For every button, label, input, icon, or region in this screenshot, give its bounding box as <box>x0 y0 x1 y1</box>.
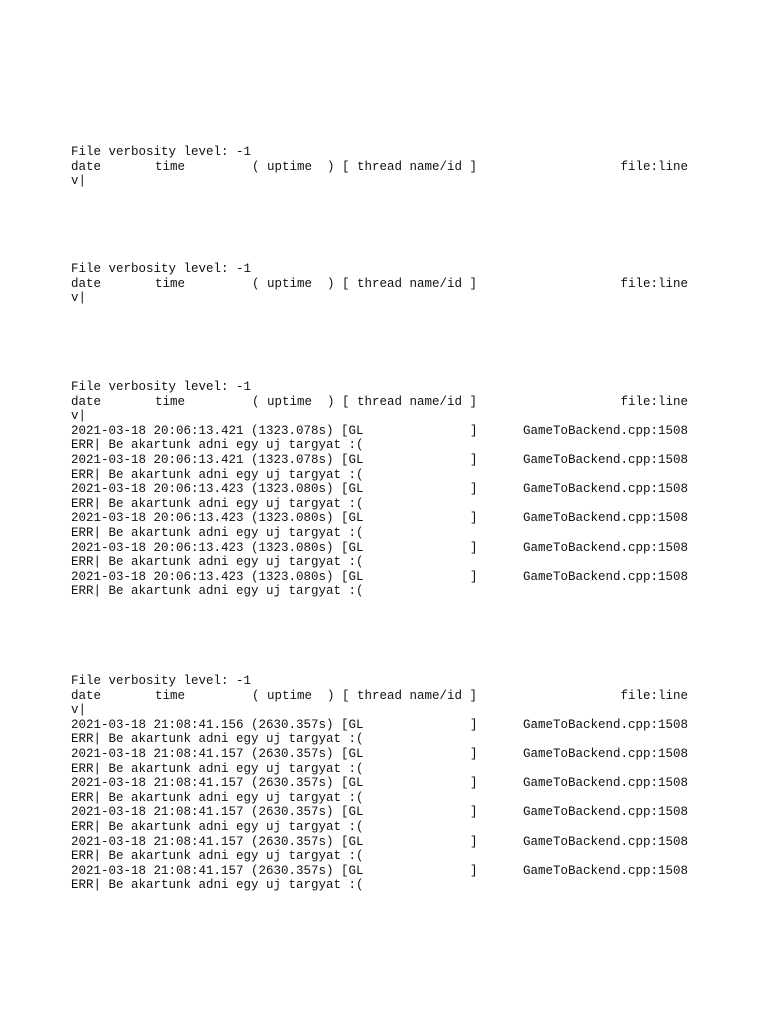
log-entry-message-line <box>71 732 691 747</box>
log-entry-stamp: 2021-03-18 20:06:13.423 (1323.080s) [GL <box>71 482 364 497</box>
log-entry-message-line <box>71 762 691 777</box>
header-line <box>71 160 691 175</box>
log-entry-message-line <box>71 555 691 570</box>
log-entry-line <box>71 424 691 439</box>
log-entry-message: ERR| Be akartunk adni egy uj targyat :( <box>71 525 364 540</box>
log-entry-message: ERR| Be akartunk adni egy uj targyat :( <box>71 819 364 834</box>
header-thread: [ thread name/id ] <box>342 688 478 703</box>
log-entry-file: GameToBackend.cpp:1508 <box>522 805 688 820</box>
header-time: time <box>155 394 186 409</box>
log-block <box>71 145 691 189</box>
log-entry-thread-close: ] <box>470 423 478 438</box>
log-entry-stamp: 2021-03-18 21:08:41.157 (2630.357s) [GL <box>71 805 364 820</box>
log-entry-message: ERR| Be akartunk adni egy uj targyat :( <box>71 584 364 599</box>
log-entry-message: ERR| Be akartunk adni egy uj targyat :( <box>71 790 364 805</box>
log-entry-file: GameToBackend.cpp:1508 <box>522 834 688 849</box>
log-entry-file: GameToBackend.cpp:1508 <box>522 863 688 878</box>
log-entry-line <box>71 570 691 585</box>
log-entry-message-line <box>71 878 691 893</box>
log-entry-line <box>71 835 691 850</box>
header-uptime: ( uptime ) <box>252 276 335 291</box>
verbosity-text: File verbosity level: -1 <box>71 380 252 394</box>
log-entry-file: GameToBackend.cpp:1508 <box>522 511 688 526</box>
log-entry-message-line <box>71 584 691 599</box>
log-entry-line <box>71 541 691 556</box>
log-entry-message-line <box>71 497 691 512</box>
log-entry-message: ERR| Be akartunk adni egy uj targyat :( <box>71 761 364 776</box>
log-entry-message: ERR| Be akartunk adni egy uj targyat :( <box>71 496 364 511</box>
header-v: v| <box>71 409 87 424</box>
log-entry-stamp: 2021-03-18 20:06:13.423 (1323.080s) [GL <box>71 569 364 584</box>
log-entry-line <box>71 482 691 497</box>
log-entry-message-line <box>71 849 691 864</box>
log-entry-message-line <box>71 468 691 483</box>
log-entry-message: ERR| Be akartunk adni egy uj targyat :( <box>71 467 364 482</box>
verbosity-text: File verbosity level: -1 <box>71 262 252 276</box>
log-entry-stamp: 2021-03-18 20:06:13.423 (1323.080s) [GL <box>71 511 364 526</box>
header-line <box>71 689 691 704</box>
log-entry-line <box>71 718 691 733</box>
log-entry-message-line <box>71 526 691 541</box>
log-entry-message: ERR| Be akartunk adni egy uj targyat :( <box>71 438 364 453</box>
header-date: date <box>71 394 102 409</box>
log-entry-stamp: 2021-03-18 21:08:41.157 (2630.357s) [GL <box>71 863 364 878</box>
log-entry-thread-close: ] <box>470 511 478 526</box>
log-entry-file: GameToBackend.cpp:1508 <box>522 423 688 438</box>
log-entry-message-line <box>71 438 691 453</box>
verbosity-text: File verbosity level: -1 <box>71 674 252 688</box>
header-date: date <box>71 688 102 703</box>
header-uptime: ( uptime ) <box>252 394 335 409</box>
header-time: time <box>155 688 186 703</box>
log-entry-message-line <box>71 791 691 806</box>
verbosity-line <box>71 380 691 395</box>
header-uptime: ( uptime ) <box>252 159 335 174</box>
log-block <box>71 262 691 306</box>
header-date: date <box>71 159 102 174</box>
header-v-line <box>71 409 691 424</box>
log-entry-file: GameToBackend.cpp:1508 <box>522 482 688 497</box>
log-block <box>71 380 691 599</box>
log-entry-message: ERR| Be akartunk adni egy uj targyat :( <box>71 849 364 864</box>
header-thread: [ thread name/id ] <box>342 276 478 291</box>
header-time: time <box>155 276 186 291</box>
log-entry-file: GameToBackend.cpp:1508 <box>522 569 688 584</box>
log-entry-file: GameToBackend.cpp:1508 <box>522 540 688 555</box>
header-line <box>71 395 691 410</box>
log-entry-message: ERR| Be akartunk adni egy uj targyat :( <box>71 732 364 747</box>
header-v-line <box>71 291 691 306</box>
verbosity-text: File verbosity level: -1 <box>71 145 252 159</box>
header-file: file:line <box>620 276 688 291</box>
log-entry-thread-close: ] <box>470 540 478 555</box>
log-entry-file: GameToBackend.cpp:1508 <box>522 776 688 791</box>
log-entry-file: GameToBackend.cpp:1508 <box>522 746 688 761</box>
header-v-line <box>71 174 691 189</box>
log-entry-stamp: 2021-03-18 21:08:41.157 (2630.357s) [GL <box>71 834 364 849</box>
log-entry-stamp: 2021-03-18 20:06:13.421 (1323.078s) [GL <box>71 452 364 467</box>
header-thread: [ thread name/id ] <box>342 159 478 174</box>
log-entry-message: ERR| Be akartunk adni egy uj targyat :( <box>71 555 364 570</box>
log-entry-thread-close: ] <box>470 776 478 791</box>
header-v-line <box>71 703 691 718</box>
header-v: v| <box>71 174 87 189</box>
header-v: v| <box>71 703 87 718</box>
log-entry-thread-close: ] <box>470 452 478 467</box>
log-entry-line <box>71 864 691 879</box>
log-entry-stamp: 2021-03-18 21:08:41.157 (2630.357s) [GL <box>71 776 364 791</box>
header-uptime: ( uptime ) <box>252 688 335 703</box>
header-file: file:line <box>620 159 688 174</box>
log-entry-thread-close: ] <box>470 863 478 878</box>
log-entry-line <box>71 453 691 468</box>
header-file: file:line <box>620 394 688 409</box>
log-entry-stamp: 2021-03-18 20:06:13.421 (1323.078s) [GL <box>71 423 364 438</box>
log-entry-thread-close: ] <box>470 834 478 849</box>
log-entry-line <box>71 776 691 791</box>
log-entry-line <box>71 511 691 526</box>
header-line <box>71 277 691 292</box>
header-file: file:line <box>620 688 688 703</box>
header-time: time <box>155 159 186 174</box>
log-entry-thread-close: ] <box>470 569 478 584</box>
log-entry-thread-close: ] <box>470 717 478 732</box>
header-v: v| <box>71 291 87 306</box>
log-entry-line <box>71 805 691 820</box>
log-entry-message-line <box>71 820 691 835</box>
log-entry-thread-close: ] <box>470 805 478 820</box>
log-entry-thread-close: ] <box>470 746 478 761</box>
header-date: date <box>71 276 102 291</box>
verbosity-line <box>71 262 691 277</box>
log-entry-stamp: 2021-03-18 20:06:13.423 (1323.080s) [GL <box>71 540 364 555</box>
log-entry-stamp: 2021-03-18 21:08:41.157 (2630.357s) [GL <box>71 746 364 761</box>
log-entry-line <box>71 747 691 762</box>
verbosity-line <box>71 145 691 160</box>
log-entry-file: GameToBackend.cpp:1508 <box>522 717 688 732</box>
log-entry-message: ERR| Be akartunk adni egy uj targyat :( <box>71 878 364 893</box>
log-entry-file: GameToBackend.cpp:1508 <box>522 452 688 467</box>
header-thread: [ thread name/id ] <box>342 394 478 409</box>
log-entry-thread-close: ] <box>470 482 478 497</box>
log-block <box>71 674 691 893</box>
verbosity-line <box>71 674 691 689</box>
log-entry-stamp: 2021-03-18 21:08:41.156 (2630.357s) [GL <box>71 717 364 732</box>
